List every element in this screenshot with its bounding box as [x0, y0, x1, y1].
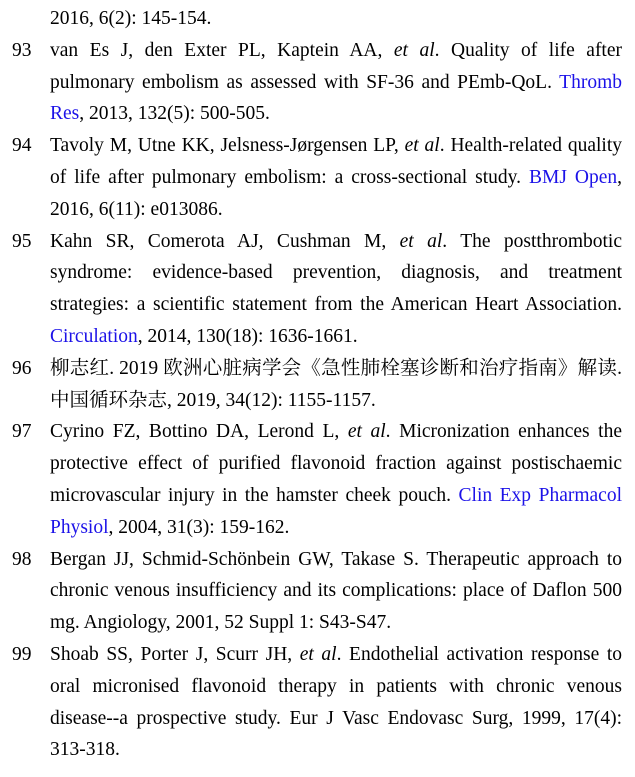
reference-number: 98	[12, 548, 32, 570]
text-segment: , 2016, 6(11): e013086.	[50, 166, 623, 220]
journal-link[interactable]: Circulation	[50, 325, 138, 347]
text-segment: . Quality of life after pulmonary embolism as assessed with SF-36 and PEmb-QoL.	[50, 39, 622, 93]
text-segment: . Endothelial activation response to oral micronised flavonoid therapy in patients with chronic venous disease--a prospective study. Eur J Vasc Endovasc Surg, 1999, 17(4): 313-318.	[50, 643, 622, 761]
reference-number: 94	[12, 135, 32, 157]
carryover-line: 2016, 6(2): 145-154.	[50, 8, 212, 29]
reference-item	[12, 35, 622, 130]
text-segment: Kahn SR, Comerota AJ, Cushman M,	[50, 230, 400, 252]
reference-item	[12, 544, 622, 639]
reference-text	[50, 544, 622, 639]
et-al-italic: et al	[299, 643, 337, 665]
reference-list	[12, 35, 622, 766]
text-segment: Cyrino FZ, Bottino DA, Lerond L,	[50, 421, 348, 443]
text-segment: Tavoly M, Utne KK, Jelsness-Jørgensen LP,	[50, 135, 405, 157]
text-segment: van Es J, den Exter PL, Kaptein AA,	[50, 39, 394, 61]
journal-link[interactable]: BMJ Open	[528, 166, 618, 188]
reference-number: 93	[12, 39, 32, 61]
text-segment: . Health-related quality of life after pulmonary embolism: a cross-sectional study.	[50, 135, 622, 188]
reference-item	[12, 226, 622, 353]
et-al-italic: et al	[393, 39, 435, 61]
reference-text	[50, 639, 622, 766]
text-segment: , 2013, 132(5): 500-505.	[79, 103, 270, 125]
reference-number: 99	[12, 643, 32, 665]
reference-number: 96	[12, 357, 32, 379]
reference-number-spacer	[12, 3, 50, 35]
reference-item	[12, 130, 622, 225]
reference-item	[12, 639, 622, 766]
text-segment: 柳志红. 2019 欧洲心脏病学会《急性肺栓塞诊断和治疗指南》解读. 中国循环杂志, 2019, 34(12): 1155-1157.	[50, 357, 622, 411]
et-al-italic: et al	[347, 421, 386, 443]
journal-link[interactable]: Thromb Res	[50, 71, 622, 125]
text-segment: . The postthrombotic syndrome: evidence-based prevention, diagnosis, and treatment strategies: a scientific statement from the American Heart Association.	[50, 230, 622, 316]
text-segment: . Micronization enhances the protective effect of purified flavonoid fraction against postischaemic microvascular injury in the hamster cheek pouch.	[50, 421, 622, 506]
text-segment: Bergan JJ, Schmid-Schönbein GW, Takase S. Therapeutic approach to chronic venous insufficiency and its complications: place of Daflon 500 mg. Angiology, 2001, 52 Suppl 1: S43-S47.	[50, 548, 622, 634]
reference-text	[50, 353, 622, 417]
et-al-italic: et al	[404, 135, 440, 157]
reference-text	[50, 226, 622, 353]
journal-link[interactable]: Clin Exp Pharmacol Physiol	[50, 484, 622, 538]
text-segment: Shoab SS, Porter J, Scurr JH,	[50, 643, 300, 665]
reference-number: 95	[12, 230, 32, 252]
text-segment: , 2004, 31(3): 159-162.	[108, 516, 290, 538]
reference-number: 97	[12, 421, 32, 443]
reference-item	[12, 353, 622, 417]
reference-text	[50, 35, 622, 130]
text-segment: , 2014, 130(18): 1636-1661.	[137, 325, 358, 347]
reference-item	[12, 416, 622, 543]
carryover-line-row	[12, 3, 622, 35]
reference-text	[50, 416, 622, 543]
reference-text	[50, 130, 622, 225]
et-al-italic: et al	[399, 230, 443, 252]
